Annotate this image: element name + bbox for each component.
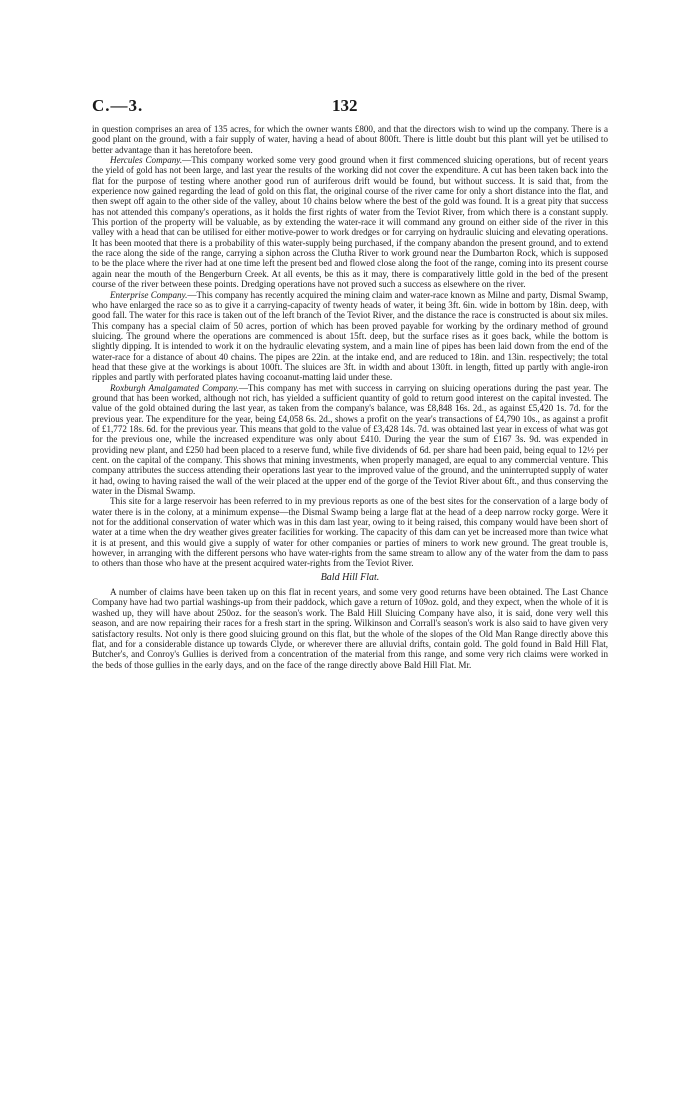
paragraph: Enterprise Company.—This company has recently acquired the mining claim and water-race known as Milne and party, Dismal Swamp, who have enlarged the race so as to give it a carrying-capacity of twenty heads of water, it being 3ft. 6in. wide in bottom by 18in. deep, with good fall. The water for this race is taken out of the left branch of the Teviot River, and the distance the race is constructed is about six miles. This company has a special claim of 50 acres, portion of which has been proved payable for working by the ordinary method of ground sluicing. The ground where the operations are commenced is about 15ft. deep, but the surface rises as it goes back, while the bottom is slightly dipping. It is intended to work it on the hydraulic elevating system, and a main line of pipes has been laid down from the end of the water-race for a distance of about 40 chains. The pipes are 22in. at the intake end, and are reduced to 18in. and 13in. respectively; the total head that these give at the workings is about 100ft. The sluices are 3ft. in width and about 130ft. in length, fitted up partly with angle-iron ripples and partly with perforated plates having cocoanut-matting laid under these. (92, 289, 609, 383)
body-text (92, 124, 608, 670)
paragraph: Hercules Company.—This company worked some very good ground when it first commenced sluicing operations, but of recent years the yield of gold has not been large, and last year the results of the working did not cover the expenditure. A cut has been taken back into the flat for the purpose of testing where another good run of auriferous drift would be found, but without success. It is said that, from the experience now gained regarding the lead of gold on this flat, the original course of the river came for only a short distance into the flat, and then swept off again to the other side of the valley, about 10 chains below where the best of the gold was found. It is a great pity that success has not attended this company's operations, as it holds the first rights of water from the Teviot River, from which there is a constant supply. This portion of the property will be valuable, as by extending the water-race it will command any ground on either side of the river in this valley with a head that can be utilised for either motive-power to work dredges or for carrying on hydraulic sluicing and elevating operations. It has been mooted that there is a probability of this water-supply being purchased, if the company abandon the present ground, and to extend the race along the side of the range, carrying a siphon across the Clutha River to work ground near the Dumbarton Rock, which is supposed to be the place where the river had at one time left the present bed and flowed close along the foot of the range, coming into its present course again near the mouth of the Bengerburn Creek. At all events, be this as it may, there is comparatively little gold in the bed of the present course of the river between these points. Dredging operations have not proved such a success as elsewhere on the river. (92, 155, 608, 290)
paragraph: This site for a large reservoir has been referred to in my previous reports as one of the best sites for the conservation of a large body of water there is in the colony, at a minimum expense—the Dismal Swamp being a large flat at the head of a deep narrow rocky gorge. Were it not for the additional conservation of water which was in this dam last year, owing to it being raised, this company would have been short of water at a time when the dry weather gives greater facilities for working. The capacity of this dam can yet be increased more than twice what it is at present, and this would give a supply of water for other companies or parties of miners to work new ground. The great trouble is, however, in arranging with the different persons who have water-rights from the same stream to allow any of the water from the dam to pass to others than those who have at the present acquired water-rights from the Teviot River. (92, 496, 608, 569)
company-name: Hercules Company. (110, 155, 183, 166)
company-name: Roxburgh Amalgamated Company. (110, 382, 239, 393)
section-heading: Bald Hill Flat. (320, 571, 380, 583)
paragraph: Roxburgh Amalgamated Company.—This company has met with success in carrying on sluicing operations during the past year. The ground that has been worked, although not rich, has yielded a sufficient quantity of gold to return good interest on the capital invested. The value of the gold obtained during the last year, as taken from the company's balance, was £8,848 16s. 2d., as against £5,420 1s. 7d. for the previous year. The expenditure for the year, being £4,058 6s. 2d., shows a profit on the year's transactions of £4,790 10s., as against a profit of £1,772 18s. 6d. for the previous year. This means that gold to the value of £3,428 14s. 7d. was obtained last year in excess of what was got for the previous one, while the increased expenditure was only about £410. During the year the sum of £167 3s. 9d. was expended in providing new plant, and £250 had been placed to a reserve fund, while five dividends of 6d. per share had been paid, being equal to 12½ per cent. on the capital of the company. This shows that mining investments, when properly managed, are equal to any commercial venture. This company attributes the success attending their operations last year to the improved value of the ground, and the uninterrupted supply of water it had, owing to having raised the wall of the weir placed at the upper end of the gorge of the Teviot River about 6ft., and thus conserving the water in the Dismal Swamp. (92, 382, 608, 497)
page-number: 132 (332, 96, 358, 115)
document-reference: C.—3. (92, 96, 144, 115)
page-header (92, 96, 612, 118)
paragraph: in question comprises an area of 135 acres, for which the owner wants £800, and that the directors wish to wind up the company. There is a good plant on the ground, with a fair supply of water, having a head of about 800ft. There is little doubt but this plant will yet be utilised to better advantage than it has heretofore been. (92, 124, 608, 155)
company-name: Enterprise Company. (110, 289, 188, 300)
paragraph: A number of claims have been taken up on this flat in recent years, and some very good returns have been obtained. The Last Chance Company have had two partial washings-up from their paddock, which gave a return of 109oz. gold, and they expect, when the whole of it is washed up, they will have about 250oz. for the season's work. The Bald Hill Sluicing Company have also, it is said, done very well this season, and are now repairing their races for a fresh start in the spring. Wilkinson and Corrall's season's work is also said to have given very satisfactory results. Not only is there good sluicing ground on this flat, but the whole of the slopes of the Old Man Range directly above this flat, and for a considerable distance up towards Clyde, or wherever there are alluvial drifts, contain gold. The gold found in Bald Hill Flat, Butcher's, and Conroy's Gullies is derived from a concentration of the material from this range, and some very rich claims were worked in the beds of those gullies in the early days, and on the face of the range directly above Bald Hill Flat. Mr. (92, 587, 608, 670)
